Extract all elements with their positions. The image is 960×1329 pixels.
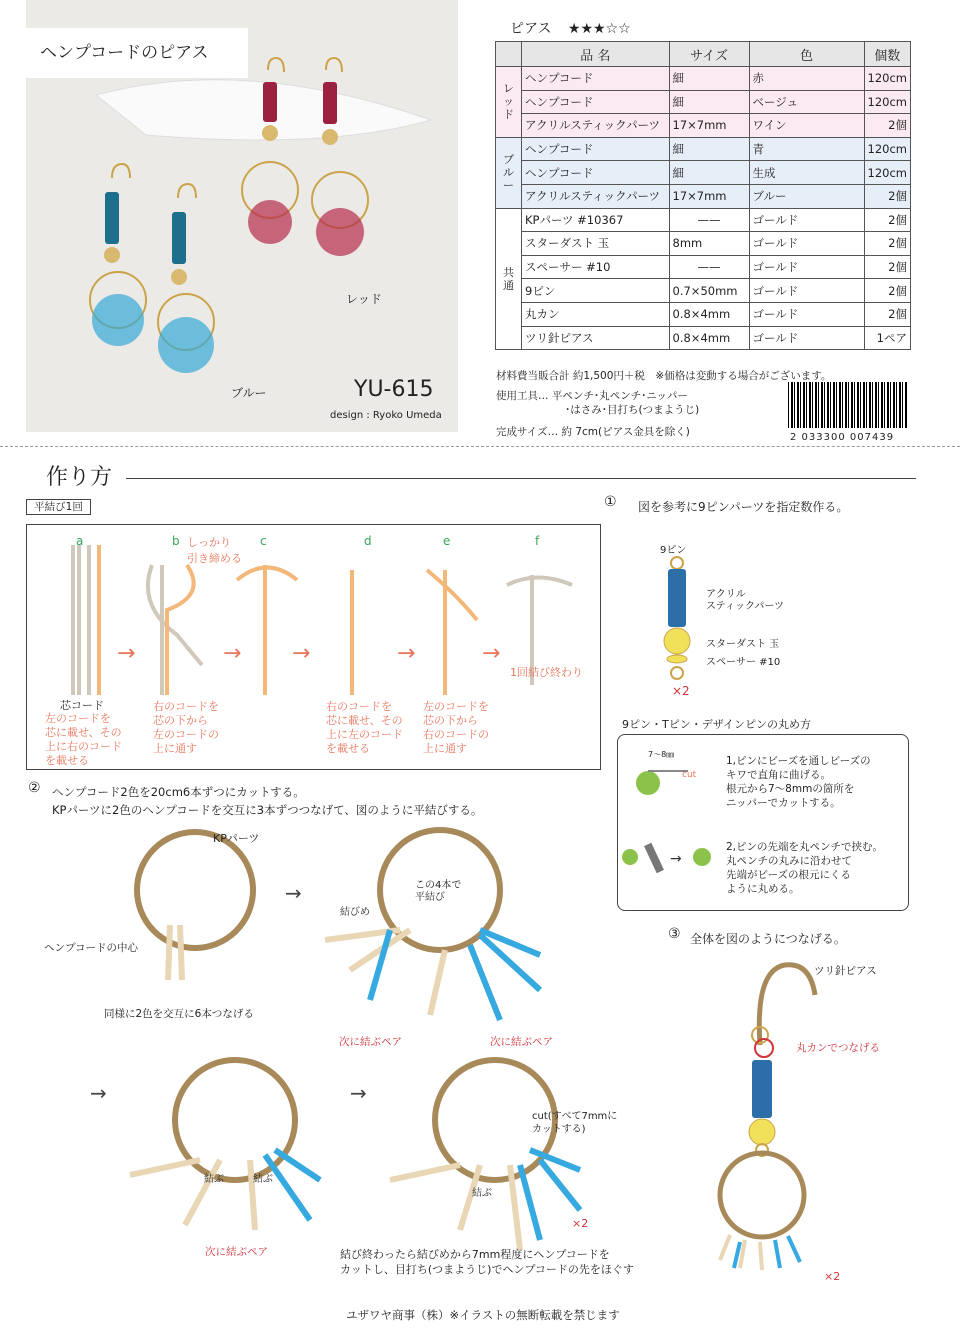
svg-text:→: → — [117, 641, 136, 666]
materials-table — [495, 41, 911, 350]
next-pair-2: 次に結ぶペア — [490, 1036, 553, 1048]
same-label: 同様に2色を交互に6本つなげる — [104, 1008, 254, 1020]
svg-text:→: → — [670, 851, 682, 867]
stardust-label: スターダスト 玉 — [706, 639, 780, 650]
step2-line2: KPパーツに2色のヘンプコードを交互に3本ずつつなげて、図のように平結びする。 — [52, 803, 483, 817]
note-d: 右のコードを 芯に載せ、その 上に左のコード を載せる — [326, 700, 403, 755]
step1-times: ×2 — [672, 684, 690, 698]
howto-title: 作り方 — [46, 465, 113, 490]
step1-text: 図を参考に9ピンパーツを指定数作る。 — [638, 500, 849, 514]
spacer-label: スペーサー #10 — [706, 657, 781, 668]
round-cut: cut — [682, 770, 697, 780]
nine-pin-diagram — [650, 555, 710, 685]
col-color: 色 — [749, 42, 864, 67]
footer: ユザワヤ商事（株）※イラストの無断転載を禁じます — [346, 1308, 620, 1322]
final-note: 結び終わったら結びめから7mm程度にヘンプコードを カットし、目打ち(つまようじ)でヘンプコードの先をほぐす — [340, 1248, 634, 1276]
acrylic-label: アクリル スティックパーツ — [706, 589, 784, 612]
svg-text:→: → — [292, 641, 311, 666]
table-row: スターダスト 玉 8mm ゴールド 2個 — [496, 232, 911, 256]
table-row: アクリルスティックパーツ 17×7mm ワイン 2個 — [496, 114, 911, 138]
note-b: 右のコードを 芯の下から 左のコードの 上に通す — [153, 700, 219, 755]
label-red: レッド — [346, 292, 382, 306]
round-title: 9ピン・Tピン・デザインピンの丸め方 — [622, 718, 811, 731]
designer: design : Ryoko Umeda — [330, 410, 442, 421]
item-name: ピアス — [510, 21, 552, 37]
box-title: 平結び1回 — [26, 499, 91, 515]
group-common: 共通 — [496, 208, 522, 350]
step-d: d — [364, 534, 372, 548]
table-row: ブルー ヘンプコード 細 青 120cm — [496, 137, 911, 161]
step-a: a — [76, 534, 84, 548]
round-step2: 2,ピンの先端を丸ペンチで挟む。 丸ペンチの丸みに沿わせて 先端がビーズの根元にくる ように丸める。 — [726, 841, 884, 895]
step3-num: ③ — [668, 926, 681, 942]
table-row: アクリルスティックパーツ 17×7mm ブルー 2個 — [496, 184, 911, 208]
svg-text:→: → — [397, 641, 416, 666]
step-f: f — [535, 534, 540, 548]
step-b: b — [172, 534, 180, 548]
group-red: レッド — [496, 67, 522, 138]
tools-line2: ･はさみ･目打ち(つまようじ) — [565, 404, 700, 416]
table-row: 9ピン 0.7×50mm ゴールド 2個 — [496, 279, 911, 303]
next-pair-3: 次に結ぶペア — [205, 1246, 268, 1258]
knot-label-3: 結ぶ — [472, 1188, 492, 1199]
step3-text: 全体を図のようにつなげる。 — [690, 932, 846, 946]
step2-times: ×2 — [572, 1217, 589, 1230]
difficulty-stars: ★★★☆☆ — [567, 21, 631, 37]
product-code: YU-615 — [354, 377, 434, 402]
ring-label: 丸カンでつなげる — [796, 1042, 880, 1054]
table-header — [496, 42, 911, 67]
table-row: ヘンプコード 細 ベージュ 120cm — [496, 90, 911, 114]
label-blue: ブルー — [231, 386, 267, 400]
step2-num: ② — [28, 780, 41, 796]
table-row: レッド ヘンプコード 細 赤 120cm — [496, 67, 911, 91]
knot-label-2: 結ぶ — [253, 1174, 273, 1185]
finished-size: 完成サイズ… 約 7cm(ピアス金具を除く) — [496, 426, 690, 438]
round-mm: 7〜8㎜ — [648, 750, 675, 759]
col-name: 品 名 — [522, 42, 670, 67]
step2-line1: ヘンプコード2色を20cm6本ずつにカットする。 — [52, 785, 305, 799]
note-f: 1回結び終わり — [510, 666, 583, 679]
barcode — [788, 382, 908, 428]
item-header — [510, 18, 631, 38]
col-size: サイズ — [669, 42, 749, 67]
note-a: 左のコードを 芯に載せ、その 上に右のコード を載せる — [45, 712, 122, 767]
red-earring-right — [312, 58, 368, 256]
cut-note: cut(すべて7mmに カットする) — [532, 1111, 618, 1135]
knot-start-label: 結びめ — [340, 907, 370, 918]
blue-earring-left — [90, 164, 146, 346]
table-row: 丸カン 0.8×4mm ゴールド 2個 — [496, 302, 911, 326]
table-row: ヘンプコード 細 生成 120cm — [496, 161, 911, 185]
tighten-note: しっかり 引き締める — [187, 536, 242, 565]
knot-label-1: 結ぶ — [204, 1174, 224, 1185]
step-e: e — [443, 534, 451, 548]
divider — [0, 446, 960, 447]
step1-num: ① — [604, 494, 617, 510]
svg-text:→: → — [223, 641, 242, 666]
group-blue: ブルー — [496, 137, 522, 208]
table-row: 共通 KPパーツ #10367 —— ゴールド 2個 — [496, 208, 911, 232]
note-e: 左のコードを 芯の下から 右のコードの 上に通す — [423, 700, 489, 755]
next-pair-1: 次に結ぶペア — [339, 1036, 402, 1048]
blue-earring-right — [158, 184, 214, 373]
step-c: c — [260, 534, 267, 548]
kp-label: KPパーツ — [213, 832, 260, 845]
center-label: ヘンプコードの中心 — [44, 942, 138, 954]
four-label: この4本で 平結び — [415, 880, 462, 903]
svg-text:→: → — [90, 1081, 107, 1105]
hook-label: ツリ針ピアス — [814, 965, 877, 977]
svg-text:→: → — [350, 1081, 367, 1105]
price-note: 材料費当販合計 約1,500円＋税 ※価格は変動する場合がございます。 — [496, 370, 832, 382]
svg-text:→: → — [482, 641, 501, 666]
table-row: スペーサー #10 —— ゴールド 2個 — [496, 255, 911, 279]
core-cord-label: 芯コード — [60, 699, 104, 712]
table-row: ツリ針ピアス 0.8×4mm ゴールド 1ペア — [496, 326, 911, 350]
assembly-diagram — [700, 950, 830, 1280]
step3-times: ×2 — [824, 1270, 841, 1283]
round-step1: 1,ピンにビーズを通しビーズの キワで直角に曲げる。 根元から7〜8mmの箇所を ニッパーでカットする。 — [726, 755, 871, 809]
howto-rule — [126, 478, 916, 479]
barcode-number: 2 033300 007439 — [790, 432, 895, 443]
tools-line1: 使用工具… 平ペンチ･丸ペンチ･ニッパー — [496, 390, 688, 402]
col-qty: 個数 — [864, 42, 910, 67]
photo-title: ヘンプコードのピアス — [26, 28, 248, 78]
svg-text:→: → — [285, 881, 302, 905]
nine-pin-label: 9ピン — [660, 545, 687, 556]
